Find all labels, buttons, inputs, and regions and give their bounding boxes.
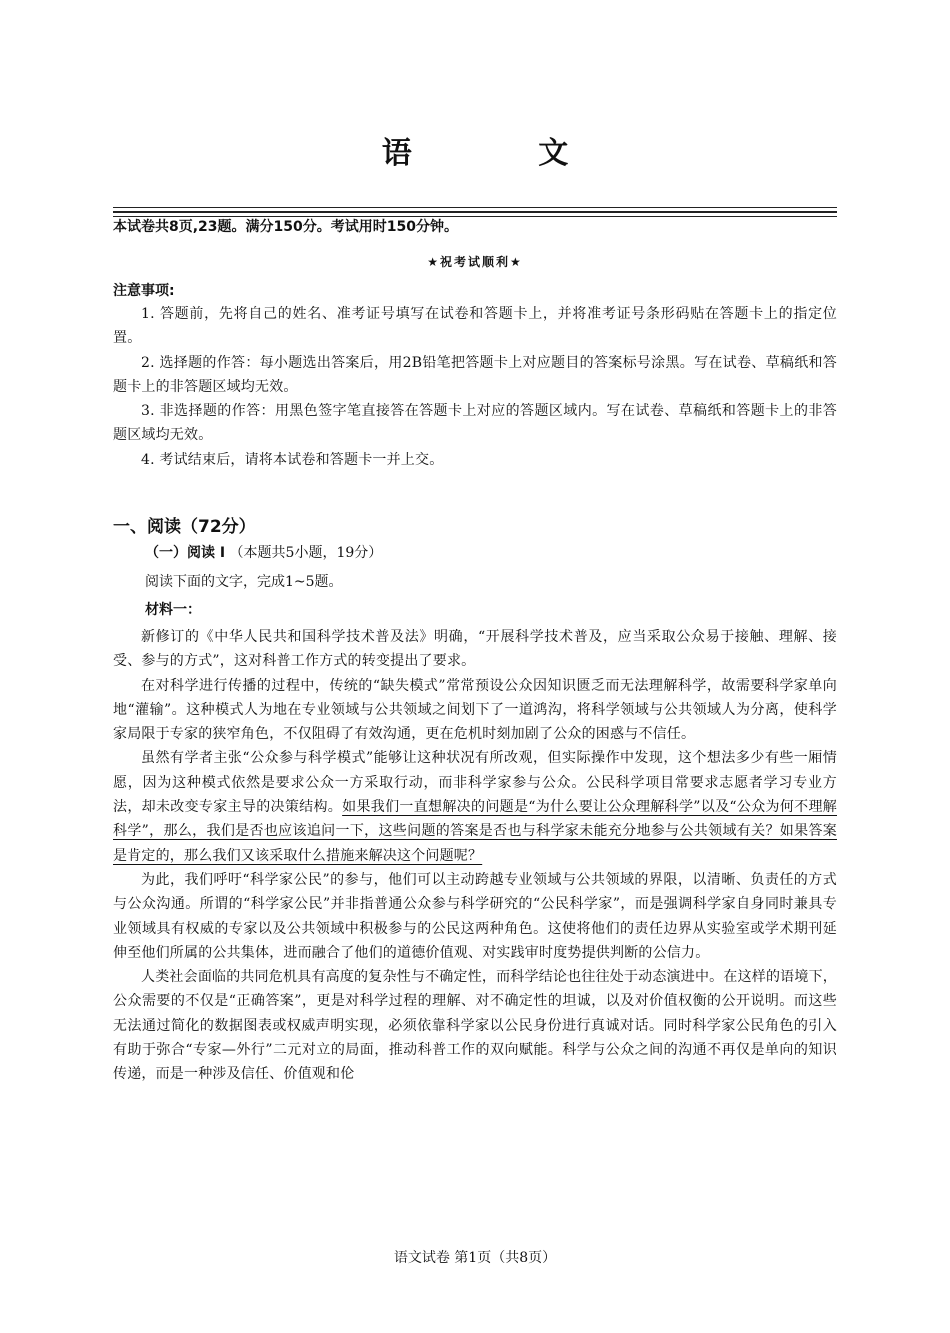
- exam-info: 本试卷共8页,23题。满分150分。考试用时150分钟。: [113, 219, 458, 235]
- subsection-detail: （本题共5小题，19分）: [229, 545, 383, 561]
- section-heading: 一、阅读（72分）: [113, 517, 256, 537]
- reading-instruction: 阅读下面的文字，完成1~5题。: [145, 574, 343, 590]
- underlined-passage: 如果我们一直想解决的问题是“为什么要让公众理解科学”以及“公众为何不理解科学”，那么，我们是否也应该追问一下，这些问题的答案是否也与科学家未能充分地参与公共领域有关？如果答案是肯定的，那么我们又该采取什么措施来解决这个问题呢？: [113, 799, 837, 864]
- material-label: 材料一：: [145, 602, 201, 618]
- notice-item: 2. 选择题的作答：每小题选出答案后，用2B铅笔把答题卡上对应题目的答案标号涂黑。写在试卷、草稿纸和答题卡上的非答题区域均无效。: [113, 354, 837, 395]
- header-divider-thick: [113, 211, 837, 213]
- subsection-label: （一）阅读 I: [145, 545, 226, 561]
- passage-text: 虽然有学者主张“公众参与科学模式”能够让这种状况有所改观，但实际操作中发现，这个想法多少有些一厢情愿，因为这种模式依然是要求公众一方采取行动，而非科学家参与公众。公民科学项目常要求志愿者学习专业方法，却未改变专家主导的决策结构。: [113, 750, 837, 816]
- passage-paragraph: 人类社会面临的共同危机具有高度的复杂性与不确定性，而科学结论也往往处于动态演进中。在这样的语境下，公众需要的不仅是“正确答案”，更是对科学过程的理解、对不确定性的坦诚，以及对价值权衡的公开说明。而这些无法通过简化的数据图表或权威声明实现，必须依靠科学家以公民身份进行真诚对话。同时科学家公民角色的引入有助于弥合“专家—外行”二元对立的局面，推动科普工作的双向赋能。科学与公众之间的沟通不再仅是单向的知识传递，而是一种涉及信任、价值观和伦: [113, 969, 837, 1083]
- passage-paragraph: 为此，我们呼吁“科学家公民”的参与，他们可以主动跨越专业领域与公共领域的界限，以清晰、负责任的方式与公众沟通。所谓的“科学家公民”并非指普通公众参与科学研究的“公民科学家”，而是强调科学家自身同时兼具专业领域具有权威的专家以及公共领域中积极参与的公民这两种角色。这使将他们的责任边界从实验室或学术期刊延伸至他们所属的公共集体，进而融合了他们的道德价值观、对实践审时度势提供判断的公信力。: [113, 871, 837, 961]
- subsection-heading: [145, 542, 382, 562]
- notice-list: [113, 302, 837, 472]
- passage-paragraph: 新修订的《中华人民共和国科学技术普及法》明确，“开展科学技术普及，应当采取公众易于接触、理解、接受、参与的方式”，这对科普工作方式的转变提出了要求。: [113, 629, 837, 670]
- passage-paragraph: [113, 746, 837, 867]
- notice-item: 1. 答题前，先将自己的姓名、准考证号填写在试卷和答题卡上，并将准考证号条形码贴在答题卡上的指定位置。: [113, 306, 837, 347]
- passage-paragraph: 在对科学进行传播的过程中，传统的“缺失模式”常常预设公众因知识匮乏而无法理解科学，故需要科学家单向地“灌输”。这种模式人为地在专业领域与公共领域之间划下了一道鸿沟，将科学领域与公共领域人为分离，使科学家局限于专家的狭窄角色，不仅阻碍了有效沟通，更在危机时刻加剧了公众的困惑与不信任。: [113, 677, 837, 743]
- notice-item: 3. 非选择题的作答：用黑色签字笔直接答在答题卡上对应的答题区域内。写在试卷、草稿纸和答题卡上的非答题区域均无效。: [113, 403, 837, 444]
- page-footer: 语文试卷 第1页（共8页）: [393, 1250, 557, 1266]
- reading-passage: [113, 625, 837, 1087]
- header-divider: [113, 207, 837, 208]
- page-title: 语 文: [381, 136, 627, 171]
- notice-item: 4. 考试结束后，请将本试卷和答题卡一并上交。: [141, 451, 444, 468]
- notice-heading: 注意事项:: [113, 283, 175, 299]
- good-luck-banner: ★祝考试顺利★: [427, 255, 523, 269]
